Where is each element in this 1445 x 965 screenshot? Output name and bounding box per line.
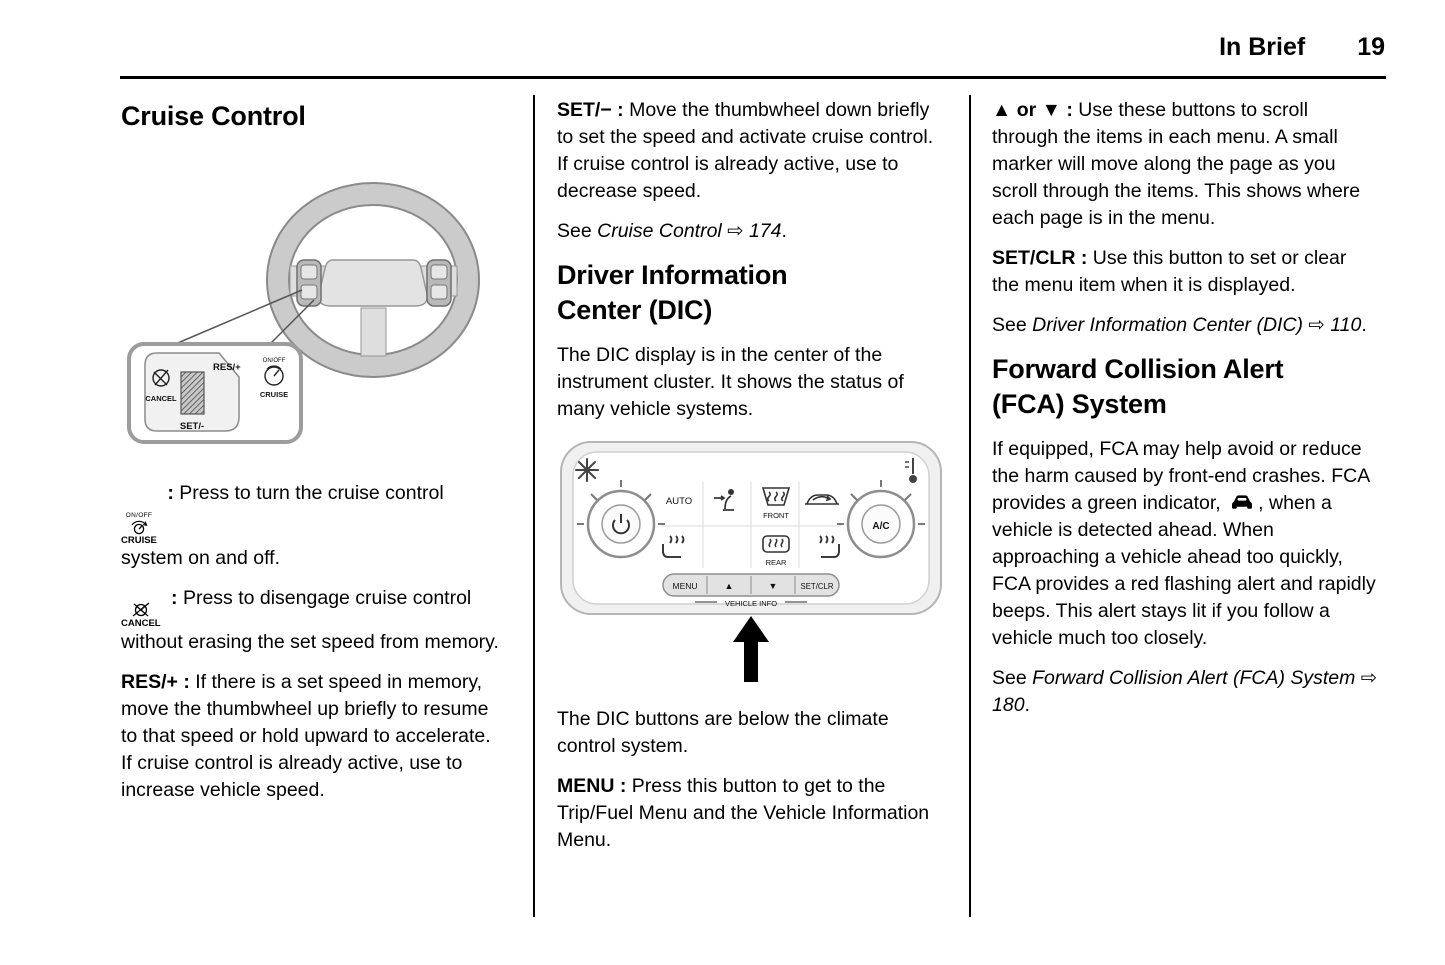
thumbwheel (181, 372, 204, 414)
colon-separator: : (167, 482, 174, 504)
cruise-icon-label: CRUISE (121, 534, 157, 546)
page-arrow-icon: ⇨ (1360, 667, 1378, 689)
scroll-down-button: ▼ (768, 581, 778, 591)
setclr-button: SET/CLR (800, 582, 834, 591)
steering-wheel-figure (121, 148, 505, 448)
see-prefix: See (557, 220, 592, 242)
speedometer-crossed-icon (130, 602, 152, 618)
cruise-controls-callout (129, 344, 301, 442)
fan-icon (576, 459, 598, 481)
callout-onoff-label: ON/OFF (262, 358, 286, 364)
climate-control-illustration (557, 436, 947, 694)
up-arrow-indicator (733, 616, 769, 682)
page-arrow-icon: ⇨ (1308, 314, 1325, 336)
setclr-description: Use this button to set or clear the menu item when it is displayed. (992, 247, 1347, 296)
set-description: Move the thumbwheel down briefly to set the speed and activate cruise control. If cruise control is already active, use to decrease speed. (557, 99, 934, 202)
see-ref-page: 174 (748, 220, 782, 242)
see-dic-reference (992, 312, 1378, 339)
callout-res-label: RES/+ (213, 362, 241, 373)
see-ref-page: 110 (1330, 314, 1362, 336)
page-arrow-icon: ⇨ (727, 220, 744, 242)
column-fca (992, 97, 1378, 732)
front-label: FRONT (763, 511, 789, 520)
vehicle-info-label: VEHICLE INFO (724, 599, 778, 608)
menu-description: Press this button to get to the Trip/Fuel Menu and the Vehicle Information Menu. (557, 775, 930, 851)
menu-button: MENU (672, 581, 698, 591)
menu-item (557, 773, 947, 854)
column-dic (557, 97, 947, 867)
onoff-icon-text: ON/OFF (125, 512, 153, 519)
fca-heading-line1: Forward Collision Alert (992, 354, 1284, 384)
setclr-label: SET/CLR : (992, 247, 1088, 269)
onoff-description: Press to turn the cruise control system on and off. (121, 482, 444, 569)
column-divider-left (533, 95, 535, 917)
colon-separator: : (171, 587, 178, 609)
see-cruise-control-reference (557, 218, 947, 245)
climate-panel (561, 442, 941, 682)
fca-body (992, 436, 1378, 652)
dic-heading (557, 258, 947, 328)
fca-heading (992, 352, 1378, 422)
fca-text-after-icon: , when a vehicle is detected ahead. When approaching a vehicle ahead too quickly, FCA provides a red flashing alert and rapidly beeps. This alert stays lit if you follow a vehicle much too closely. (992, 492, 1376, 649)
callout-set-label: SET/- (179, 421, 205, 432)
auto-button: AUTO (665, 496, 693, 507)
ac-label: A/C (872, 521, 890, 532)
scroll-buttons-label: ▲ or ▼ : (992, 99, 1073, 121)
cancel-description: Press to disengage cruise control without erasing the set speed from memory. (121, 587, 499, 653)
see-fca-reference (992, 665, 1378, 719)
column-divider-right (969, 95, 971, 917)
right-buttons-pod (427, 260, 451, 306)
dic-heading-line1: Driver Information (557, 260, 788, 290)
cruise-cancel-item (121, 585, 505, 656)
scroll-buttons-description: Use these buttons to scroll through the items in each menu. A small marker will move along the page as you scroll through the items. This shows where each page is in the menu. (992, 99, 1361, 229)
dic-button-bar (663, 574, 839, 596)
res-item (121, 669, 505, 804)
see-ref-title: Forward Collision Alert (FCA) System (1032, 667, 1356, 689)
cruise-control-heading: Cruise Control (121, 101, 306, 131)
column-cruise-control (121, 97, 505, 817)
steering-wheel-illustration (121, 148, 505, 456)
fca-text-before-icon: If equipped, FCA may help avoid or reduce the harm caused by front-end crashes. FCA provides a green indicator, (992, 438, 1370, 514)
vehicle-ahead-icon (1227, 492, 1257, 512)
see-ref-title: Driver Information Center (DIC) (1032, 314, 1304, 336)
cancel-icon-label: CANCEL (121, 618, 161, 629)
res-label: RES/+ : (121, 670, 190, 693)
speedometer-arrow-icon (128, 520, 150, 535)
page-header (1219, 33, 1385, 62)
callout-cruise-label: CRUISE (259, 390, 289, 399)
dic-heading-line2: Center (DIC) (557, 295, 713, 325)
header-rule (120, 76, 1386, 79)
see-suffix: . (1024, 694, 1030, 716)
scroll-up-button: ▲ (724, 581, 734, 591)
section-title: In Brief (1219, 33, 1306, 61)
set-item (557, 97, 947, 205)
see-ref-title: Cruise Control (597, 220, 722, 242)
page-number: 19 (1357, 33, 1385, 61)
see-ref-page: 180 (992, 694, 1025, 716)
cruise-cancel-icon (121, 602, 161, 629)
fca-heading-line2: (FCA) System (992, 389, 1167, 419)
dic-caption: The DIC buttons are below the climate control system. (557, 708, 889, 757)
see-suffix: . (1361, 314, 1367, 336)
scroll-buttons-item (992, 97, 1378, 232)
callout-cancel-label: CANCEL (145, 394, 177, 403)
setclr-item (992, 245, 1378, 299)
cruise-buttons-pod (297, 260, 321, 306)
climate-control-figure (557, 436, 945, 686)
menu-label: MENU : (557, 775, 627, 797)
dic-intro: The DIC display is in the center of the instrument cluster. It shows the status of many vehicle systems. (557, 344, 904, 420)
cruise-onoff-icon (121, 513, 157, 545)
see-prefix: See (992, 314, 1027, 336)
see-prefix: See (992, 667, 1027, 689)
see-suffix: . (781, 220, 787, 242)
rear-label: REAR (765, 558, 787, 567)
cruise-onoff-item (121, 480, 505, 572)
set-label: SET/− : (557, 99, 624, 121)
res-description: If there is a set speed in memory, move the thumbwheel up briefly to resume to that speed or hold upward to accelerate. If cruise control is already active, use to increase vehicle speed. (121, 670, 491, 801)
